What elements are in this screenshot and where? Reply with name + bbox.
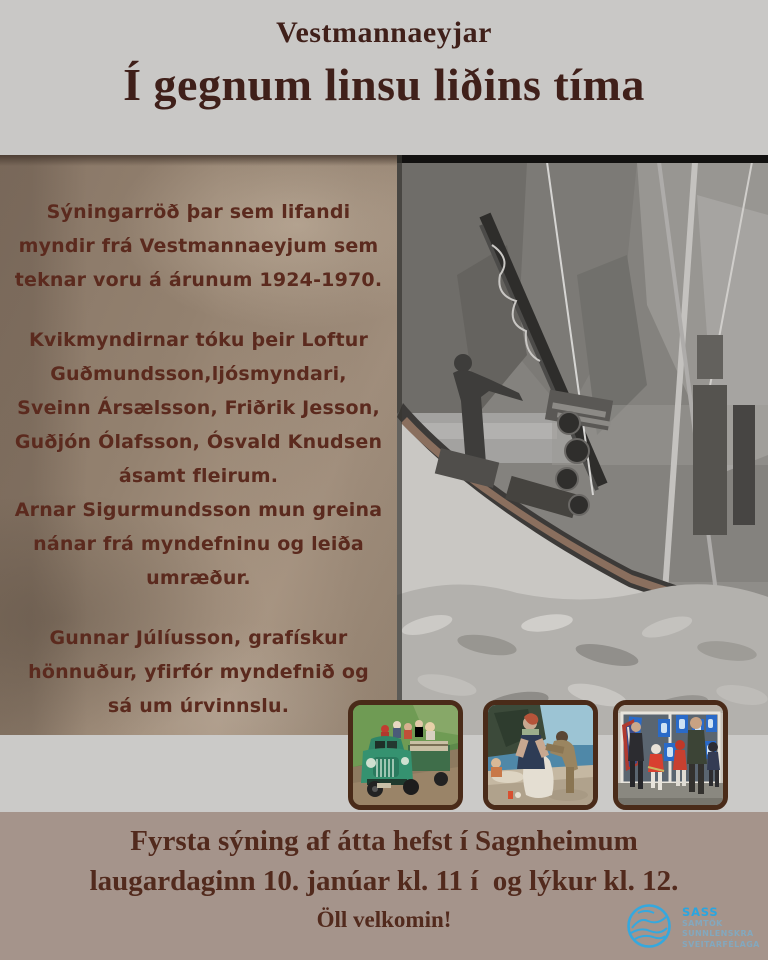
sass-logo-icon: [626, 903, 672, 953]
sass-logo-text: [682, 906, 760, 951]
sass-logo-line-2: SUNNLENSKRA: [682, 929, 754, 939]
sass-logo-acronym: SASS: [682, 904, 719, 919]
poster-subtitle: Í gegnum linsu liðins tíma: [123, 59, 645, 110]
main-bw-photo: [397, 155, 768, 735]
thumbnail-photo-beach: [483, 700, 598, 810]
footer-line-2: laugardaginn 10. janúar kl. 11 í og lýkur kl. 12.: [89, 865, 679, 897]
poster-title: Vestmannaeyjar: [276, 16, 492, 49]
panel-paragraph-3: Arnar Sigurmundsson mun greina nánar frá myndefninu og leiða umræður.: [14, 499, 383, 589]
sass-logo-line-1: SAMTÖK: [682, 918, 723, 928]
footer-line-1: Fyrsta sýning af átta hefst í Sagnheimum: [130, 825, 638, 857]
sass-logo-line-3: SVEITARFÉLAGA: [682, 939, 760, 949]
thumbnail-photo-street: [613, 700, 728, 810]
info-text-panel: [0, 155, 397, 735]
thumbnail-photo-truck: [348, 700, 463, 810]
photo-collage: [0, 155, 768, 735]
sass-logo: [626, 903, 760, 953]
panel-paragraph-4: Gunnar Júlíusson, grafískur hönnuður, yfirfór myndefnið og sá um úrvinnslu.: [28, 627, 369, 717]
poster-header: [0, 0, 768, 155]
panel-paragraph-2: Kvikmyndirnar tóku þeir Loftur Guðmundsson,ljósmyndari, Sveinn Ársælsson, Friðrik Jesson, Guðjón Ólafsson, Ósvald Knudsen ásamt fleirum.: [14, 329, 383, 487]
footer-line-3: Öll velkomin!: [316, 907, 452, 932]
panel-paragraph-1: Sýningarröð þar sem lifandi myndir frá Vestmannaeyjum sem teknar voru á árunum 1924-1970.: [14, 201, 383, 291]
